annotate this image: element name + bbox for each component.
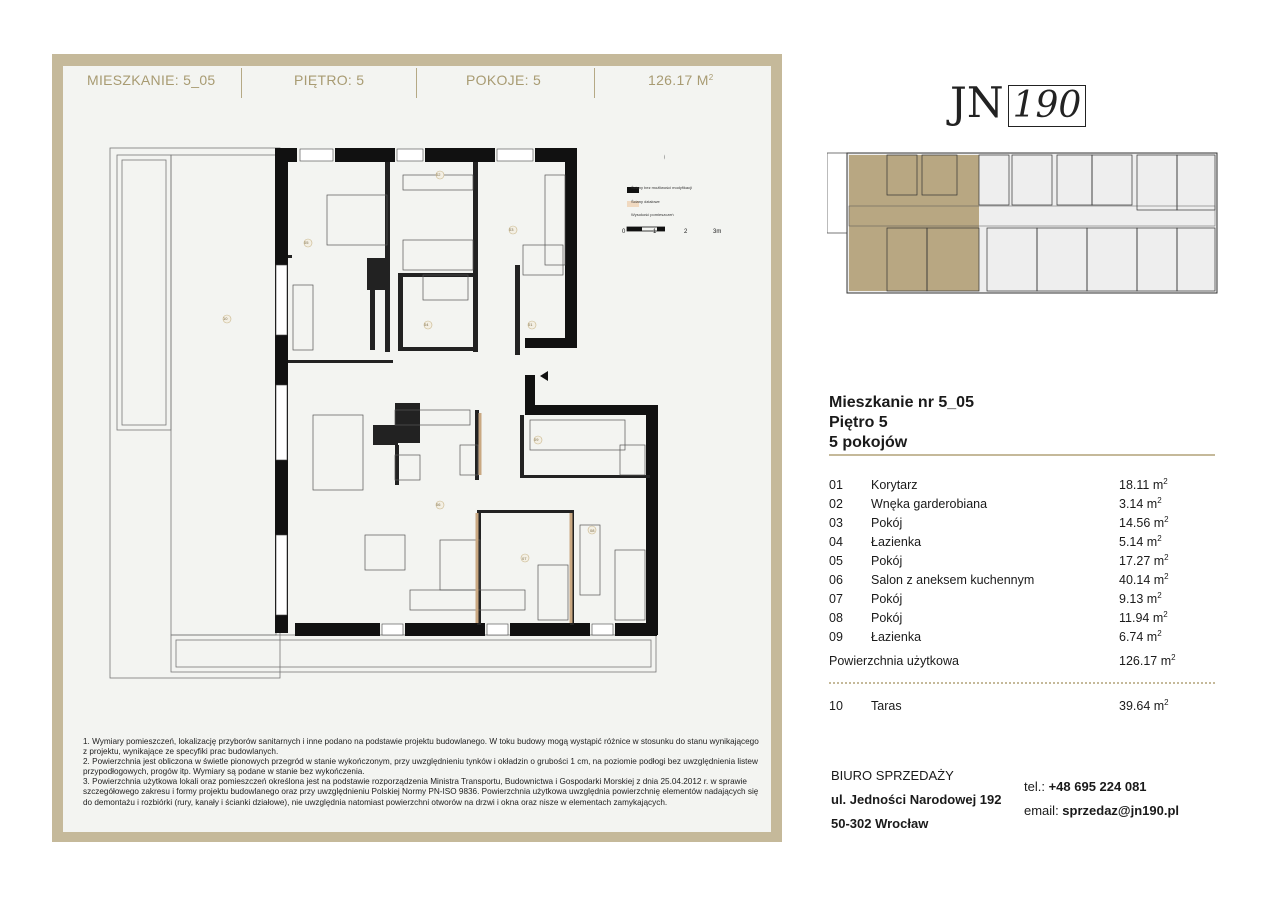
footnote: 3. Powierzchnia użytkowa lokali oraz pomieszczeń określona jest na podstawie rozporządzenia Ministra Transportu, Budownictwa i Gospodarki Morskiej z dnia 25.04.2012 r. w sprawie szczegółowego zakresu i formy projektu budowlanego oraz przy uwzględnieniu Polskiej Normy PN-ISO 9836. Powierzchnia użytkowa uwzględnia powierzchnię elementów nadających się do demontażu i rozbiórki (rury, kanały i ścianki działowe), nie uwzględnia natomiast powierzchni otworów na drzwi i okna oraz nisze w elementach zamykających.	[83, 777, 759, 807]
header-divider	[594, 68, 595, 98]
plan-room-label: 02	[436, 172, 441, 177]
room-count: 5 pokojów	[829, 434, 908, 451]
plan-room-label: 04	[424, 322, 429, 327]
legend-item-partitions: Ściany działowe	[631, 199, 660, 204]
apartment-id: MIESZKANIE: 5_05	[87, 72, 216, 88]
plan-room-label: 03	[509, 227, 514, 232]
key-plan	[827, 148, 1219, 298]
contact-info	[1024, 775, 1179, 823]
room-list	[829, 478, 1219, 649]
floor-label: PIĘTRO: 5	[294, 72, 365, 88]
plan-room-label: 09	[534, 437, 539, 442]
footnotes	[83, 737, 763, 808]
scale-tick: 3m	[713, 229, 722, 235]
furniture	[293, 175, 645, 620]
scale-tick: 0	[622, 229, 626, 235]
apartment-title	[829, 393, 974, 453]
brand-logo: JN 190	[950, 78, 1086, 127]
scale-tick: 1	[653, 229, 657, 235]
email-link[interactable]: sprzedaz@jn190.pl	[1062, 803, 1180, 818]
usable-area-total: Powierzchnia użytkowa 126.17 $m^2$	[829, 653, 1176, 668]
area-label: 126.17 $M^2$	[648, 72, 714, 88]
scale-tick: 2	[684, 229, 688, 235]
footnote: 1. Wymiary pomieszczeń, lokalizację przyborów sanitarnych i inne podano na podstawie projektu budowlanego. W toku budowy mogą wystąpić różnice w stosunku do stanu wynikającego z projektu, wynikające ze specyfiki prac budowlanych.	[83, 737, 759, 757]
office-city: 50-302 Wrocław	[831, 816, 929, 831]
list-item: 02 Wnęka garderobiana 3.14 $m^2$	[829, 496, 1162, 511]
list-item: 06 Salon z aneksem kuchennym 40.14 $m^2$	[829, 572, 1169, 587]
list-item: 08 Pokój 11.94 $m^2$	[829, 610, 1168, 625]
plan-room-label: 08	[590, 528, 595, 533]
legend-item-height: Wysokość pomieszczeń	[631, 212, 674, 217]
plan-room-label: 01	[528, 322, 533, 327]
apartment-number: Mieszkanie nr 5_05	[829, 394, 974, 411]
plan-room-label: 05	[304, 240, 309, 245]
footnote: 2. Powierzchnia jest obliczona w świetle pionowych przegród w stanie wykończonym, przy uwzględnieniu tynków i okładzin o grubości 1 cm, na poziomie podłogi bez uwzględnienia listew przypodłogowych, progów itp. Wymiary są podane w stanie bez wykończenia.	[83, 757, 758, 777]
phone-line: tel.: +48 695 224 081	[1024, 779, 1147, 794]
email-line: email: sprzedaz@jn190.pl	[1024, 803, 1180, 818]
header-divider	[241, 68, 242, 98]
plan-room-label: 07	[522, 556, 527, 561]
rooms-count: POKOJE: 5	[466, 72, 542, 88]
list-item: 01 Korytarz 18.11 $m^2$	[829, 477, 1168, 492]
floor-number: Piętro 5	[829, 414, 888, 431]
entrance-arrow-icon	[540, 371, 548, 381]
divider	[829, 682, 1215, 684]
windows	[276, 149, 613, 635]
list-item: 09 Łazienka 6.74 $m^2$	[829, 629, 1162, 644]
list-item: 03 Pokój 14.56 $m^2$	[829, 515, 1169, 530]
header-divider	[416, 68, 417, 98]
list-item: 05 Pokój 17.27 $m^2$	[829, 553, 1169, 568]
office-title: BIURO SPRZEDAŻY	[831, 768, 954, 783]
office-street: ul. Jedności Narodowej 192	[831, 792, 1002, 807]
legend	[627, 187, 665, 231]
sales-office	[831, 764, 1002, 836]
divider	[829, 454, 1215, 456]
interior-walls	[288, 162, 650, 625]
legend-item-walls: Ściany bez możliwości modyfikacji	[631, 185, 692, 190]
list-item: 07 Pokój 9.13 $m^2$	[829, 591, 1162, 606]
floor-plan	[105, 145, 665, 685]
terrace-row: 10 Taras 39.64 $m^2$	[829, 698, 1169, 713]
plan-room-label: 10	[223, 316, 228, 321]
exterior-walls	[275, 148, 658, 636]
phone-link[interactable]: +48 695 224 081	[1048, 779, 1147, 794]
list-item: 04 Łazienka 5.14 $m^2$	[829, 534, 1162, 549]
plan-room-label: 06	[436, 502, 441, 507]
